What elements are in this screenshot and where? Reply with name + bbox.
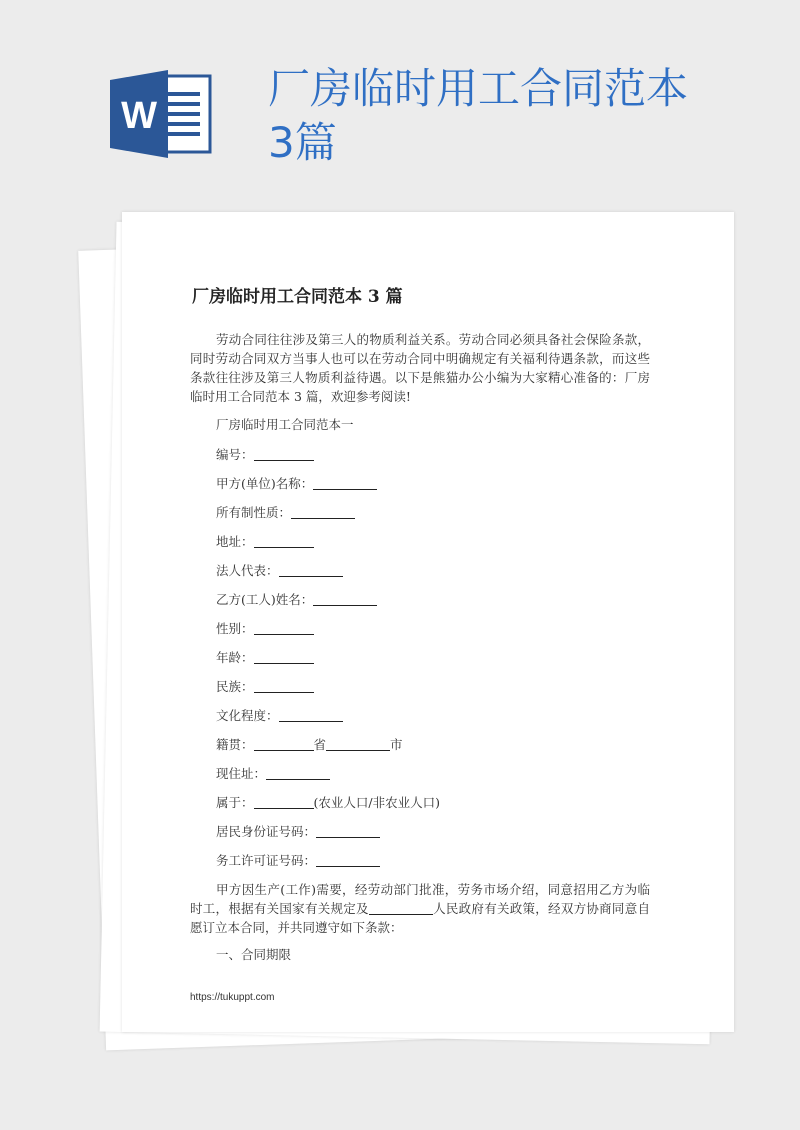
fill-blank	[266, 766, 330, 780]
province-label: 省	[313, 737, 327, 752]
fill-blank	[313, 592, 377, 606]
word-icon	[110, 70, 212, 158]
fill-blank	[316, 853, 380, 867]
field-number	[216, 445, 314, 463]
fill-blank	[313, 476, 377, 490]
fill-blank	[254, 795, 314, 809]
field-label: 地址：	[216, 534, 254, 549]
fill-blank	[279, 708, 343, 722]
word-icon-letter: W	[121, 95, 157, 137]
page-title-line-2: 3篇	[268, 118, 337, 167]
field-native-place	[216, 735, 403, 753]
field-label: 现住址：	[216, 766, 267, 781]
field-label: 乙方(工人)姓名：	[216, 592, 314, 607]
field-label: 民族：	[216, 679, 254, 694]
field-label: 甲方(单位)名称：	[216, 476, 314, 491]
fill-blank	[369, 901, 433, 915]
field-education	[216, 706, 343, 724]
intro-paragraph: 劳动合同往往涉及第三人的物质利益关系。劳动合同必须具备社会保险条款，同时劳动合同双方当事人也可以在劳动合同中明确规定有关福利待遇条款，而这些条款往往涉及第三人物质利益待遇。以下是熊猫办公小编为大家精心准备的：厂房临时用工合同范本 3 篇，欢迎参考阅读!	[190, 332, 650, 404]
fill-blank	[316, 824, 380, 838]
field-label: 所有制性质：	[216, 505, 292, 520]
field-ethnicity	[216, 677, 314, 695]
body-text-post: 人民政府有关政策，经双方协商同意自愿订立本合同，并共同遵守如下条款：	[190, 901, 650, 935]
fill-blank	[279, 563, 343, 577]
field-label: 法人代表：	[216, 563, 279, 578]
field-ownership	[216, 503, 355, 521]
field-label: 编号：	[216, 447, 254, 462]
field-party-a-name	[216, 474, 377, 492]
contract-body-paragraph	[190, 880, 650, 937]
field-label: 文化程度：	[216, 708, 279, 723]
field-label: 年龄：	[216, 650, 254, 665]
document-title: 厂房临时用工合同范本 3 篇	[192, 287, 403, 307]
fill-blank	[254, 737, 314, 751]
fill-blank	[254, 650, 314, 664]
fill-blank	[254, 447, 314, 461]
section-heading-term: 一、合同期限	[216, 947, 292, 962]
footer-url[interactable]: https://tukuppt.com	[190, 992, 275, 1003]
field-address	[216, 532, 314, 550]
page-title-line-1: 厂房临时用工合同范本	[268, 64, 689, 113]
field-belongs-to	[216, 793, 440, 811]
page-title	[268, 62, 768, 170]
document-page	[122, 212, 734, 1032]
field-label: 居民身份证号码：	[216, 824, 317, 839]
field-legal-rep	[216, 561, 343, 579]
hukou-type-note: (农业人口/非农业人口)	[313, 795, 440, 810]
field-work-permit	[216, 851, 380, 869]
field-party-b-name	[216, 590, 377, 608]
field-id-number	[216, 822, 380, 840]
contract-subheading: 厂房临时用工合同范本一	[216, 417, 354, 432]
field-label: 务工许可证号码：	[216, 853, 317, 868]
fill-blank	[254, 679, 314, 693]
field-current-address	[216, 764, 330, 782]
field-label: 属于：	[216, 795, 254, 810]
fill-blank	[254, 534, 314, 548]
city-label: 市	[390, 737, 403, 752]
field-age	[216, 648, 314, 666]
fill-blank	[254, 621, 314, 635]
body-text-pre: 甲方因生产(工作)需要，经劳动部门批准，劳务市场介绍，同意招用乙方为临时工，根据有关国家有关规定及	[190, 882, 650, 916]
field-gender	[216, 619, 314, 637]
field-label: 性别：	[216, 621, 254, 636]
field-label: 籍贯：	[216, 737, 254, 752]
fill-blank	[326, 737, 390, 751]
fill-blank	[291, 505, 355, 519]
